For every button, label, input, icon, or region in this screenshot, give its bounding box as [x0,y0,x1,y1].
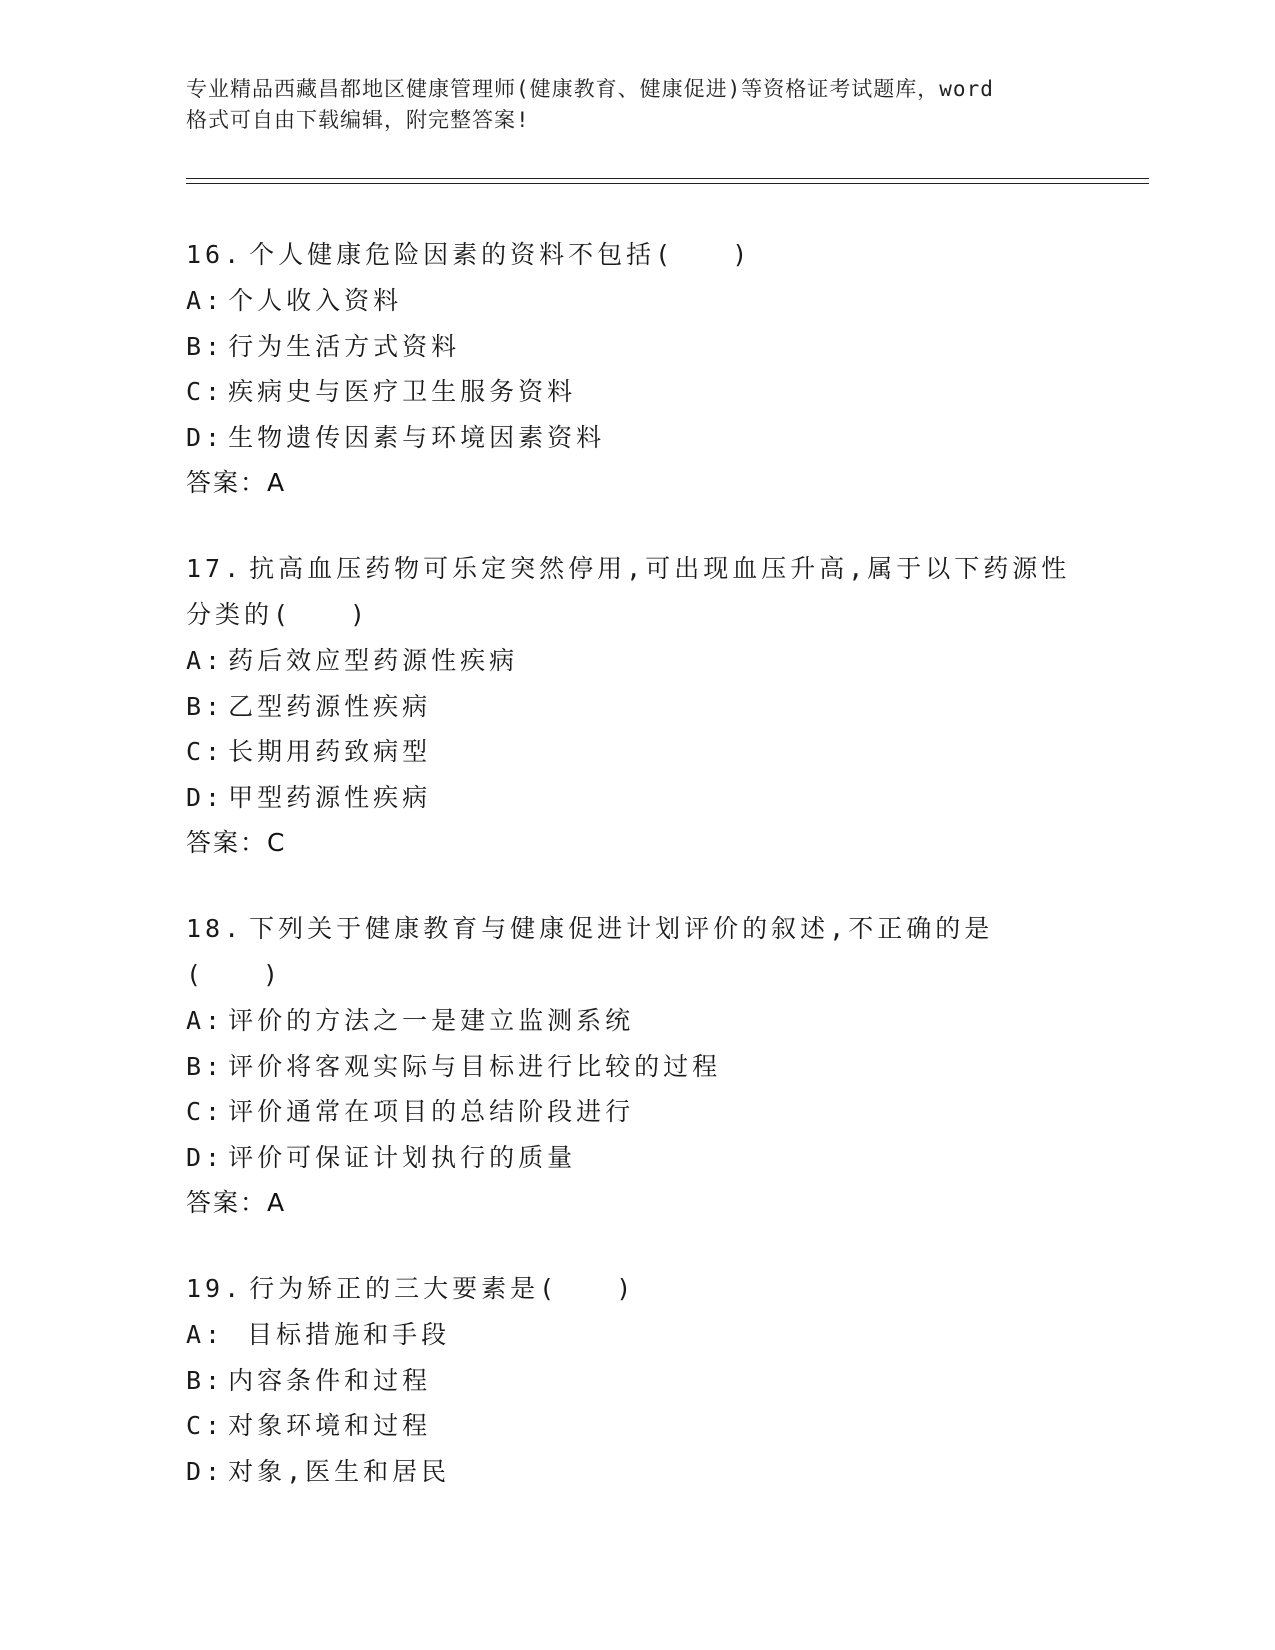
option-letter: C: [186,1097,225,1126]
option-letter: C: [186,1411,225,1440]
option-text: 疾病史与医疗卫生服务资料 [228,377,577,406]
header-line-2: 格式可自由下载编辑，附完整答案! [186,108,530,132]
option-c [186,1089,1086,1135]
option-letter: C: [186,377,225,406]
option-text: 行为生活方式资料 [228,331,461,361]
question-text: 行为矫正的三大要素是( ) [249,1274,636,1303]
question-number: 16. [186,240,244,269]
option-text: 对象,医生和居民 [228,1456,451,1486]
header-divider-bottom [186,183,1149,184]
header-divider-top [186,178,1149,179]
question-stem-continued: 分类的( ) [186,600,370,629]
option-d [186,775,1086,821]
question-16 [186,232,1086,506]
option-letter: A: [186,1320,225,1349]
option-text: 评价的方法之一是建立监测系统 [228,1006,635,1035]
option-text: 甲型药源性疾病 [228,782,432,812]
option-a [186,278,1086,324]
option-letter: D: [186,1142,225,1172]
option-c [186,1403,1086,1449]
answer-line: 答案：C [186,828,287,857]
option-b [186,684,1086,730]
question-stem [186,906,1086,998]
answer-line: 答案：A [186,1188,287,1217]
option-letter: B: [186,1365,225,1395]
option-letter: D: [186,422,225,452]
option-d [186,1135,1086,1181]
option-d [186,1449,1086,1495]
option-text: 乙型药源性疾病 [228,691,432,721]
option-letter: A: [186,1006,225,1035]
option-letter: D: [186,782,225,812]
option-c [186,369,1086,415]
question-18 [186,906,1086,1226]
option-b [186,1358,1086,1404]
option-letter: B: [186,691,225,721]
question-19 [186,1266,1086,1494]
question-stem [186,232,1086,278]
option-text: 个人收入资料 [228,286,403,315]
question-stem [186,546,1086,592]
option-letter: B: [186,331,225,361]
option-c [186,729,1086,775]
option-text: 内容条件和过程 [228,1365,432,1395]
question-list [186,232,1086,1534]
question-stem [186,1266,1086,1312]
option-text: 对象环境和过程 [228,1411,432,1440]
option-letter: B: [186,1051,225,1081]
question-text: 个人健康危险因素的资料不包括( ) [249,240,752,269]
document-header [186,74,1086,136]
question-17 [186,546,1086,866]
option-letter: A: [186,646,225,675]
option-text: 评价通常在项目的总结阶段进行 [228,1097,635,1126]
option-b [186,324,1086,370]
header-line-1: 专业精品西藏昌都地区健康管理师(健康教育、健康促进)等资格证考试题库，word [186,77,994,101]
question-number: 18. [186,914,244,943]
option-a [186,1312,1086,1358]
question-text: 下列关于健康教育与健康促进计划评价的叙述,不正确的是( ) [186,914,994,989]
option-text: 评价可保证计划执行的质量 [228,1142,577,1172]
question-number: 17. [186,554,244,583]
option-text: 评价将客观实际与目标进行比较的过程 [228,1051,722,1081]
option-text: 生物遗传因素与环境因素资料 [228,422,606,452]
option-letter: D: [186,1456,225,1486]
answer-line: 答案：A [186,468,287,497]
option-text: 药后效应型药源性疾病 [228,646,519,675]
option-a [186,998,1086,1044]
question-text: 抗高血压药物可乐定突然停用,可出现血压升高,属于以下药源性 [249,554,1071,583]
option-text: 目标措施和手段 [228,1320,451,1349]
option-letter: C: [186,737,225,766]
option-letter: A: [186,286,225,315]
option-b [186,1044,1086,1090]
option-d [186,415,1086,461]
question-number: 19. [186,1274,244,1303]
option-text: 长期用药致病型 [228,737,432,766]
option-a [186,638,1086,684]
